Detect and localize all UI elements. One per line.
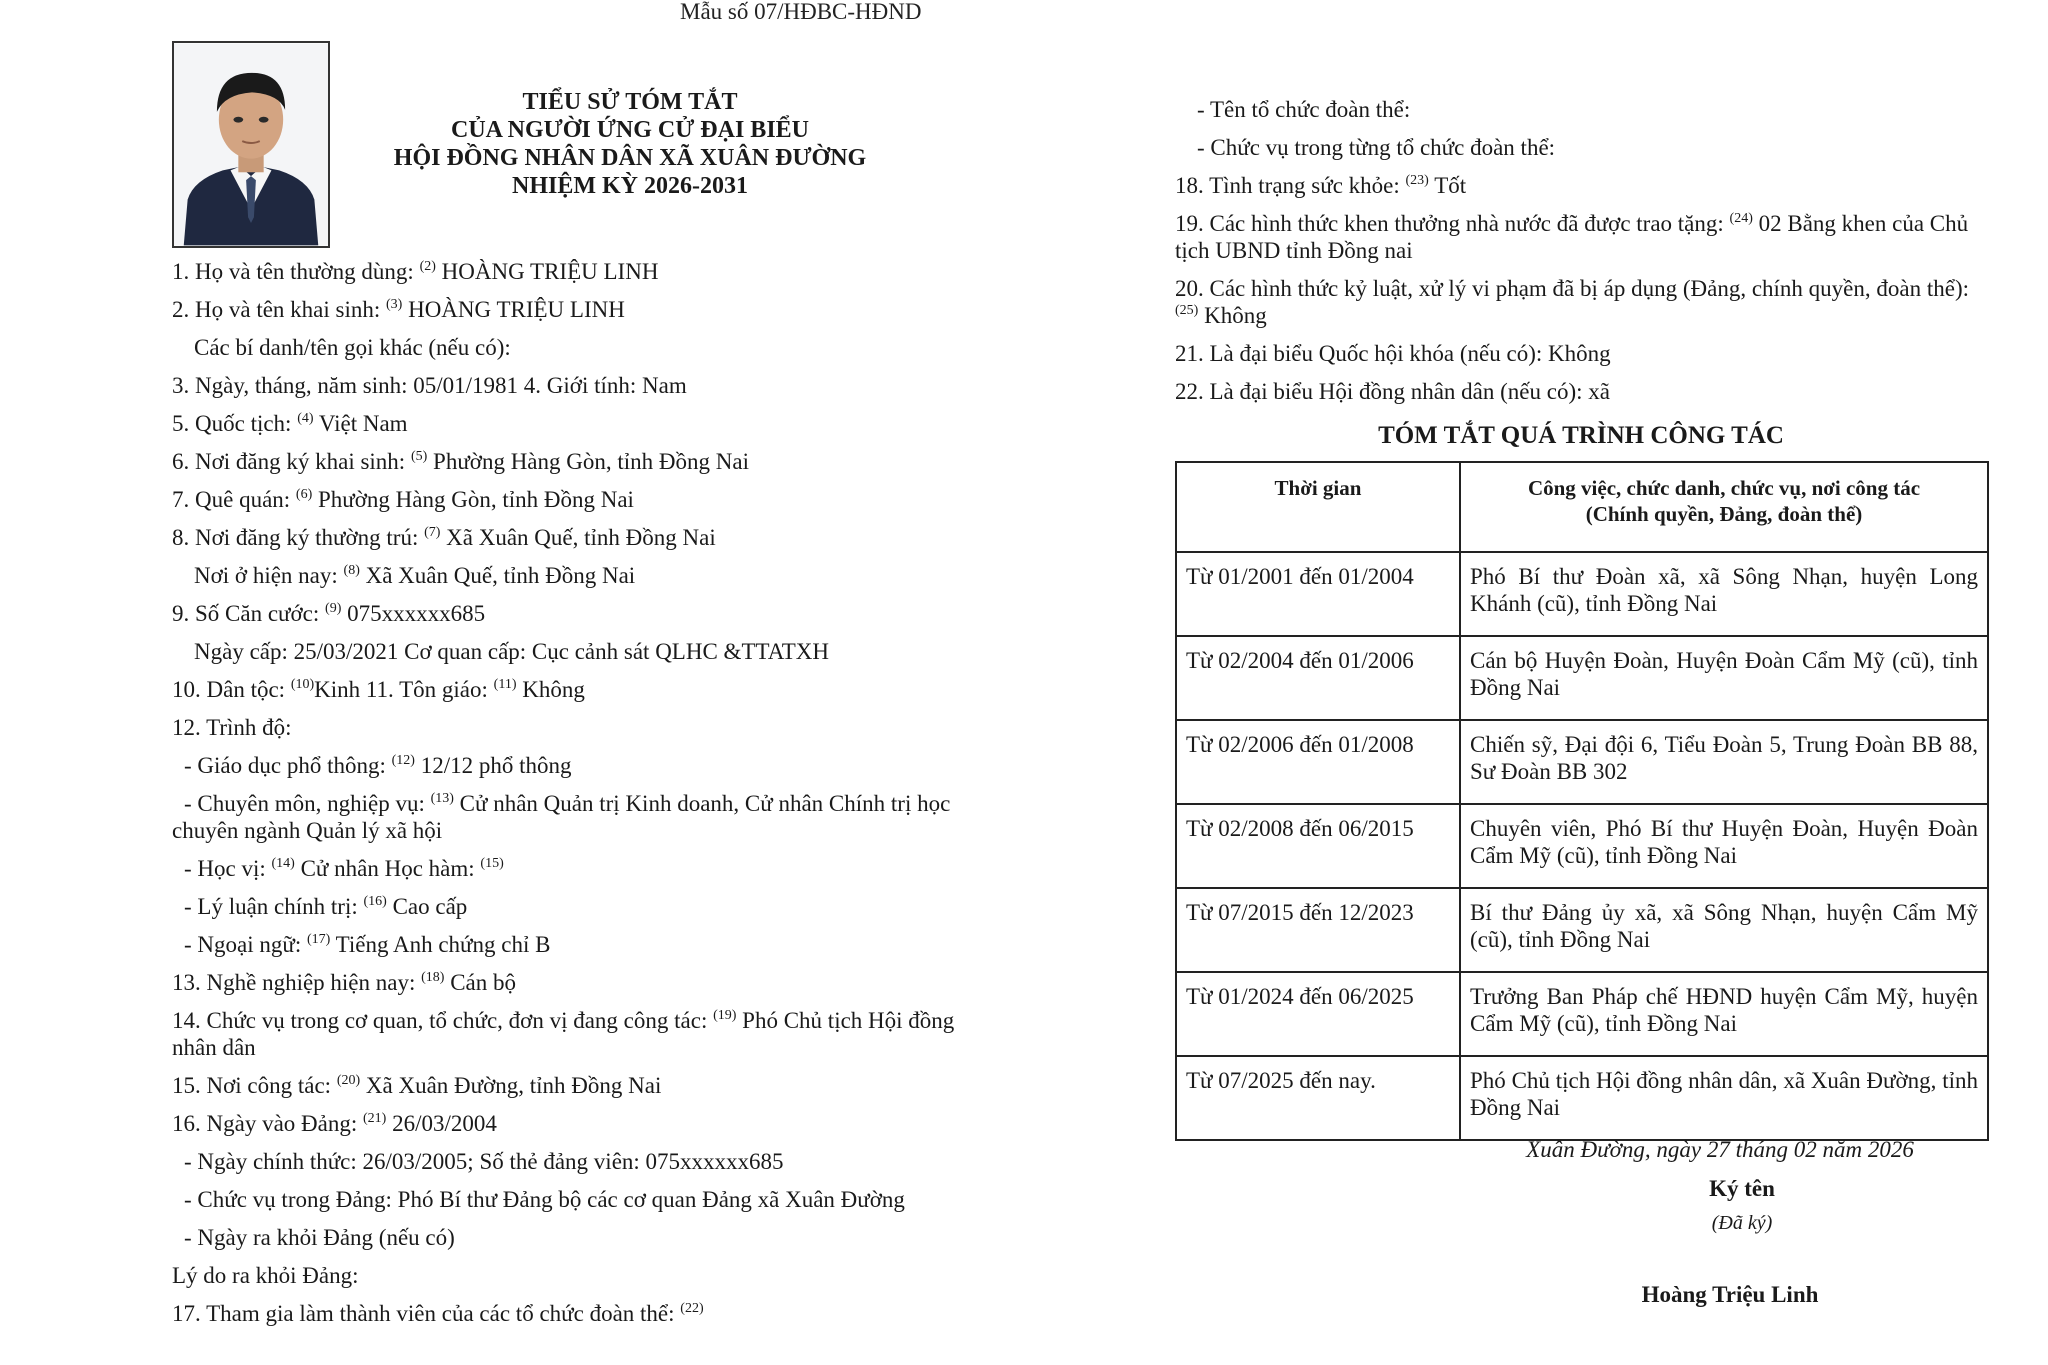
signature-label: Ký tên: [1709, 1176, 1775, 1201]
field-party-exit-reason: Lý do ra khỏi Đảng:: [172, 1263, 359, 1288]
table-row: [1176, 804, 1988, 888]
field-degree: - Học vị: $^{(14)}$ Cử nhân Học hàm: $^{(15)}$: [184, 856, 504, 881]
row-description: Chiến sỹ, Đại đội 6, Tiểu Đoàn 5, Trung Đoàn BB 88, Sư Đoàn BB 302: [1460, 720, 1988, 804]
table-header-row: [1176, 462, 1988, 552]
field-education-heading: 12. Trình độ:: [172, 715, 292, 740]
field-birthdate-gender: 3. Ngày, tháng, năm sinh: 05/01/1981 4. Giới tính: Nam: [172, 373, 687, 398]
field-party-exit-date: - Ngày ra khỏi Đảng (nếu có): [184, 1225, 455, 1250]
field-current-residence: Nơi ở hiện nay: $^{(8)}$ Xã Xuân Quế, tỉnh Đồng Nai: [194, 563, 636, 588]
row-description: Chuyên viên, Phó Bí thư Huyện Đoàn, Huyện Đoàn Cẩm Mỹ (cũ), tỉnh Đồng Nai: [1460, 804, 1988, 888]
field-nationality: 5. Quốc tịch: $^{(4)}$ Việt Nam: [172, 411, 408, 436]
field-awards: 19. Các hình thức khen thưởng nhà nước đã được trao tặng: $^{(24)}$ 02 Bằng khen của Chủ tịch UBND tỉnh Đồng nai: [1175, 211, 1969, 263]
portrait-illustration: [174, 43, 328, 246]
row-time: Từ 02/2006 đến 01/2008: [1176, 720, 1460, 804]
field-hometown: 7. Quê quán: $^{(6)}$ Phường Hàng Gòn, tỉnh Đồng Nai: [172, 487, 634, 512]
title-line-2: CỦA NGƯỜI ỨNG CỬ ĐẠI BIỂU: [450, 117, 809, 143]
row-time: Từ 01/2024 đến 06/2025: [1176, 972, 1460, 1056]
field-discipline: 20. Các hình thức kỷ luật, xử lý vi phạm đã bị áp dụng (Đảng, chính quyền, đoàn thể): $^{(25)}$ Không: [1175, 276, 1969, 328]
work-history-table: [1175, 461, 1989, 1141]
row-description: Trưởng Ban Pháp chế HĐND huyện Cẩm Mỹ, huyện Cẩm Mỹ (cũ), tỉnh Đồng Nai: [1460, 972, 1988, 1056]
field-party-position: - Chức vụ trong Đảng: Phó Bí thư Đảng bộ các cơ quan Đảng xã Xuân Đường: [184, 1187, 905, 1212]
document-title: [360, 88, 900, 200]
table-row: [1176, 888, 1988, 972]
signatory-name: Hoàng Triệu Linh: [1641, 1282, 1819, 1307]
column-header-time: Thời gian: [1176, 462, 1460, 552]
field-foreign-language: - Ngoại ngữ: $^{(17)}$ Tiếng Anh chứng chỉ B: [184, 932, 551, 957]
title-line-3: HỘI ĐỒNG NHÂN DÂN XÃ XUÂN ĐƯỜNG: [393, 145, 867, 171]
table-row: [1176, 972, 1988, 1056]
row-time: Từ 02/2008 đến 06/2015: [1176, 804, 1460, 888]
field-position: 14. Chức vụ trong cơ quan, tổ chức, đơn vị đang công tác: $^{(19)}$ Phó Chủ tịch Hội đồng nhân dân: [172, 1008, 955, 1060]
row-description: Bí thư Đảng ủy xã, xã Sông Nhạn, huyện Cẩm Mỹ (cũ), tỉnh Đồng Nai: [1460, 888, 1988, 972]
field-ethnicity-religion: 10. Dân tộc: $^{(10)}$Kinh 11. Tôn giáo: $^{(11)}$ Không: [172, 677, 585, 702]
work-history-heading: TÓM TẮT QUÁ TRÌNH CÔNG TÁC: [1378, 422, 1784, 449]
field-party-join-date: 16. Ngày vào Đảng: $^{(21)}$ 26/03/2004: [172, 1111, 497, 1136]
field-political-theory: - Lý luận chính trị: $^{(16)}$ Cao cấp: [184, 894, 468, 919]
field-permanent-residence: 8. Nơi đăng ký thường trú: $^{(7)}$ Xã Xuân Quế, tỉnh Đồng Nai: [172, 525, 716, 550]
table-row: [1176, 720, 1988, 804]
field-organization-positions: - Chức vụ trong từng tổ chức đoàn thể:: [1197, 135, 1556, 160]
field-general-education: - Giáo dục phổ thông: $^{(12)}$ 12/12 phổ thông: [184, 753, 572, 778]
row-time: Từ 02/2004 đến 01/2006: [1176, 636, 1460, 720]
signature-date-line: Xuân Đường, ngày 27 tháng 02 năm 2026: [1526, 1137, 1914, 1162]
field-occupation: 13. Nghề nghiệp hiện nay: $^{(18)}$ Cán bộ: [172, 970, 517, 995]
row-description: Phó Bí thư Đoàn xã, xã Sông Nhạn, huyện Long Khánh (cũ), tỉnh Đồng Nai: [1460, 552, 1988, 636]
form-number: Mẫu số 07/HĐBC-HĐND: [680, 0, 922, 24]
row-time: Từ 07/2025 đến nay.: [1176, 1056, 1460, 1140]
field-party-official-date: - Ngày chính thức: 26/03/2005; Số thẻ đảng viên: 075xxxxxx685: [184, 1149, 784, 1174]
field-organizations: 17. Tham gia làm thành viên của các tổ chức đoàn thể: $^{(22)}$: [172, 1301, 704, 1326]
field-common-name: 1. Họ và tên thường dùng: $^{(2)}$ HOÀNG TRIỆU LINH: [172, 259, 659, 284]
field-peoples-council: 22. Là đại biểu Hội đồng nhân dân (nếu có): xã: [1175, 379, 1610, 404]
field-birth-registration: 6. Nơi đăng ký khai sinh: $^{(5)}$ Phường Hàng Gòn, tỉnh Đồng Nai: [172, 449, 749, 474]
table-row: [1176, 636, 1988, 720]
row-time: Từ 01/2001 đến 01/2004: [1176, 552, 1460, 636]
row-time: Từ 07/2015 đến 12/2023: [1176, 888, 1460, 972]
field-aliases: Các bí danh/tên gọi khác (nếu có):: [194, 335, 511, 360]
field-organization-name: - Tên tổ chức đoàn thể:: [1197, 97, 1411, 122]
field-national-assembly: 21. Là đại biểu Quốc hội khóa (nếu có): Không: [1175, 341, 1611, 366]
title-line-4: NHIỆM KỲ 2026-2031: [512, 173, 748, 199]
right-column: [1175, 96, 1995, 416]
field-id-number: 9. Số Căn cước: $^{(9)}$ 075xxxxxx685: [172, 601, 486, 626]
field-specialization: - Chuyên môn, nghiệp vụ: $^{(13)}$ Cử nhân Quản trị Kinh doanh, Cử nhân Chính trị học chuyên ngành Quản lý xã hội: [172, 791, 951, 843]
field-workplace: 15. Nơi công tác: $^{(20)}$ Xã Xuân Đường, tỉnh Đồng Nai: [172, 1073, 662, 1098]
field-birth-name: 2. Họ và tên khai sinh: $^{(3)}$ HOÀNG TRIỆU LINH: [172, 297, 625, 322]
column-header-description: Công việc, chức danh, chức vụ, nơi công tác (Chính quyền, Đảng, đoàn thể): [1460, 462, 1988, 552]
field-health: 18. Tình trạng sức khỏe: $^{(23)}$ Tốt: [1175, 173, 1467, 198]
row-description: Cán bộ Huyện Đoàn, Huyện Đoàn Cẩm Mỹ (cũ), tỉnh Đồng Nai: [1460, 636, 1988, 720]
row-description: Phó Chủ tịch Hội đồng nhân dân, xã Xuân Đường, tỉnh Đồng Nai: [1460, 1056, 1988, 1140]
title-line-1: TIỂU SỬ TÓM TẮT: [522, 89, 738, 115]
portrait-photo: [172, 41, 330, 248]
field-id-issue: Ngày cấp: 25/03/2021 Cơ quan cấp: Cục cảnh sát QLHC &TTATXH: [194, 639, 830, 664]
signature-note: (Đã ký): [1711, 1212, 1773, 1234]
table-row: [1176, 552, 1988, 636]
left-column: [172, 258, 992, 1338]
table-row: [1176, 1056, 1988, 1140]
